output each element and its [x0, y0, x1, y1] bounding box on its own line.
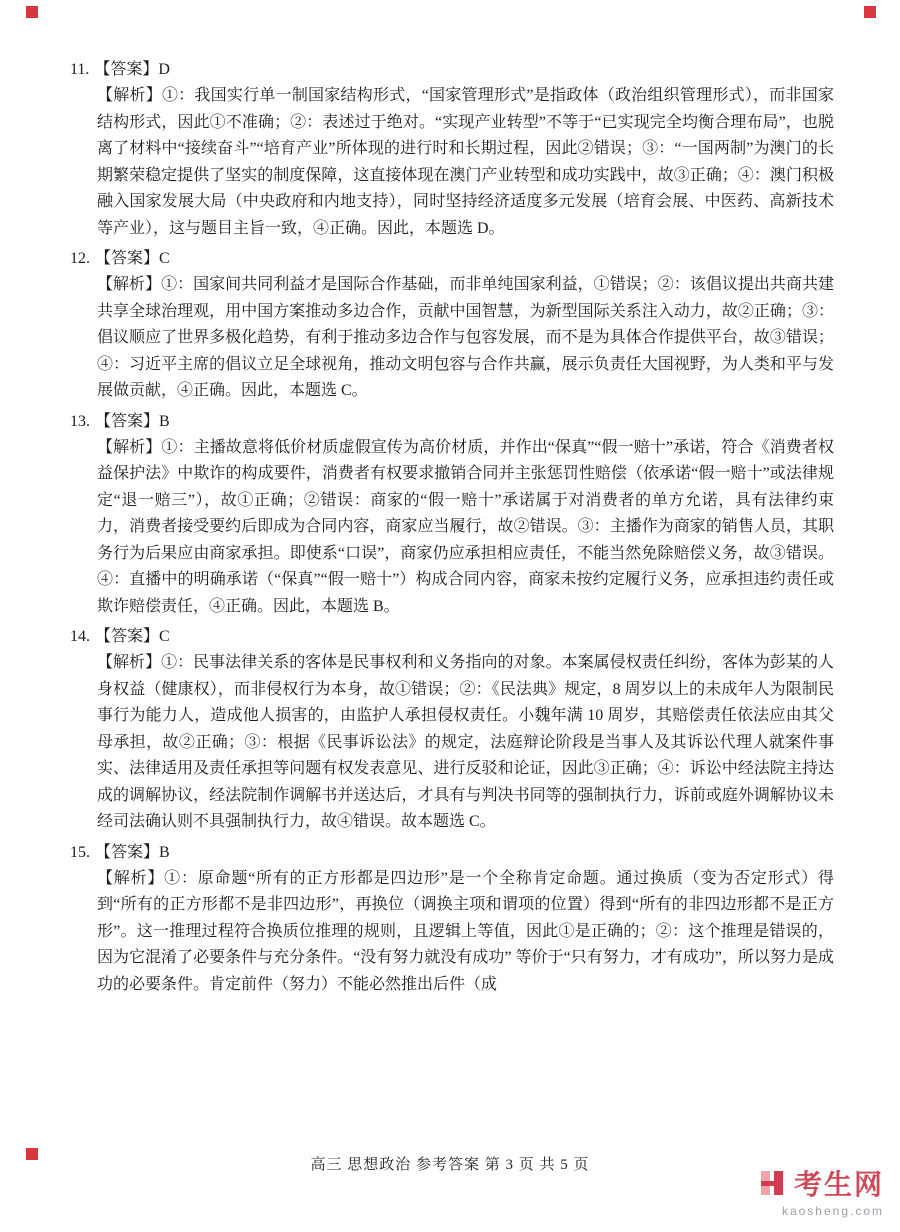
footer-text: 高三 思想政治 参考答案 第 3 页 共 5 页 — [310, 1157, 590, 1173]
answer-label: 【答案】D — [94, 61, 170, 78]
analysis-text: 【解析】①：民事法律关系的客体是民事权利和义务指向的对象。本案属侵权责任纠纷，客体为彭某的人身权益（健康权），而非侵权行为本身，故①错误；②：《民法典》规定，8 周岁以上的未成年人为限制民事行为能力人，造成他人损害的，由监护人承担侵权责任。小魏年满 10 周岁，其赔偿责任依法应由其父母承担，故②正确；③：根据《民事诉讼法》的规定，法庭辩论阶段是当事人及其诉讼代理人就案件事实、法律适用及责任承担等问题有权发表意见、进行反驳和论证，因此③正确；④：诉讼中经法院主持达成的调解协议，经法院制作调解书并送达后，才具有与判决书同等的强制执行力，诉前或庭外调解协议未经司法确认则不具强制执行力，故④错误。故本题选 C。 — [97, 654, 834, 830]
question-head — [70, 245, 834, 272]
question-block-15 — [70, 839, 834, 999]
question-head — [70, 408, 834, 435]
analysis-text: 【解析】①：国家间共同利益才是国际合作基础，而非单纯国家利益，①错误；②：该倡议提出共商共建共享全球治理观，用中国方案推动多边合作，贡献中国智慧，为新型国际关系注入动力，故②正确；③：倡议顺应了世界多极化趋势，有利于推动多边合作与包容发展，而不是为具体合作提供平台，故③错误；④：习近平主席的倡议立足全球视角，推动文明包容与合作共赢，展示负责任大国视野，为人类和平与发展做贡献，④正确。因此，本题选 C。 — [97, 276, 834, 399]
kaosheng-watermark — [759, 1163, 884, 1218]
kaosheng-logo-icon — [759, 1169, 787, 1197]
watermark-domain-text: kaosheng.com — [781, 1204, 884, 1218]
question-block-13 — [70, 408, 834, 621]
answers-content — [70, 56, 834, 1001]
corner-registration-mark-top-left — [26, 6, 38, 18]
watermark-logo-row — [759, 1163, 884, 1203]
question-block-11 — [70, 56, 834, 242]
question-number: 14. — [70, 628, 90, 645]
analysis-text: 【解析】①：原命题“所有的正方形都是四边形”是一个全称肯定命题。通过换质（变为否定形式）得到“所有的正方形都不是非四边形”，再换位（调换主项和谓项的位置）得到“所有的非四边形都不是正方形”。这一推理过程符合换质位推理的规则，且逻辑上等值，因此①是正确的；②：这个推理是错误的，因为它混淆了必要条件与充分条件。“没有努力就没有成功” 等价于“只有努力，才有成功”，所以努力是成功的必要条件。肯定前件（努力）不能必然推出后件（成 — [97, 869, 834, 993]
analysis-text: 【解析】①：我国实行单一制国家结构形式，“国家管理形式”是指政体（政治组织管理形式），而非国家结构形式，因此①不准确；②：表述过于绝对。“实现产业转型”不等于“已实现完全均衡合理布局”，也脱离了材料中“接续奋斗”“培育产业”所体现的进行时和长期过程，因此②错误；③：“一国两制”为澳门的长期繁荣稳定提供了坚实的制度保障，这直接体现在澳门产业转型和成功实践中，故③正确；④：澳门积极融入国家发展大局（中央政府和内地支持），同时坚持经济适度多元发展（培育会展、中医药、高新技术等产业），这与题目主旨一致，④正确。因此，本题选 D。 — [97, 87, 834, 237]
analysis-text: 【解析】①：主播故意将低价材质虚假宣传为高价材质，并作出“保真”“假一赔十”承诺，符合《消费者权益保护法》中欺诈的构成要件，消费者有权要求撤销合同并主张惩罚性赔偿（依承诺“假一赔十”或法律规定“退一赔三”），故①正确；②错误：商家的“假一赔十”承诺属于对消费者的单方允诺，具有法律约束力，消费者接受要约后即成为合同内容，商家应当履行，故②错误。③：主播作为商家的销售人员，其职务行为后果应由商家承担。即使系“口误”，商家仍应承担相应责任，不能当然免除赔偿义务，故③错误。④：直播中的明确承诺（“保真”“假一赔十”）构成合同内容，商家未按约定履行义务，应承担违约责任或欺诈赔偿责任，④正确。因此，本题选 B。 — [97, 438, 834, 615]
answer-label: 【答案】B — [95, 843, 170, 861]
answer-label: 【答案】B — [95, 412, 170, 430]
question-block-12 — [70, 245, 834, 405]
question-number: 12. — [70, 250, 90, 267]
answer-label: 【答案】C — [95, 628, 170, 645]
answer-label: 【答案】C — [95, 250, 170, 267]
question-head — [70, 839, 834, 866]
corner-registration-mark-top-right — [864, 6, 876, 18]
question-number: 11. — [70, 61, 90, 78]
question-block-14 — [70, 623, 834, 836]
question-number: 15. — [70, 843, 90, 861]
question-head — [70, 623, 834, 650]
watermark-site-name: 考生网 — [793, 1169, 884, 1200]
question-head — [70, 56, 834, 83]
question-number: 13. — [70, 412, 90, 430]
